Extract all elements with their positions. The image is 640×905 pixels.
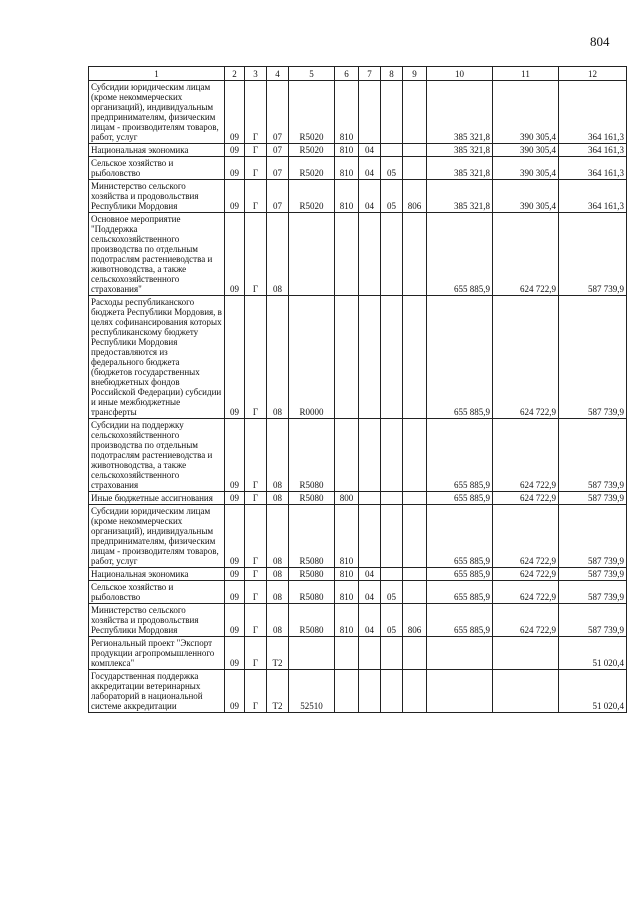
- header-cell: 4: [267, 67, 289, 81]
- cell-col-2: 09: [225, 604, 245, 637]
- row-name: Национальная экономика: [89, 568, 225, 581]
- cell-col-2: 09: [225, 81, 245, 144]
- cell-col-10: 385 321,8: [427, 81, 493, 144]
- cell-col-6: 810: [335, 81, 359, 144]
- cell-col-8: [381, 505, 403, 568]
- table-row: [89, 505, 627, 568]
- cell-col-10: 655 885,9: [427, 505, 493, 568]
- table-row: [89, 568, 627, 581]
- row-name: Государственная поддержка аккредитации ветеринарных лабораторий в национальной системе аккредитации: [89, 670, 225, 713]
- cell-col-6: 810: [335, 180, 359, 213]
- cell-col-9: [403, 505, 427, 568]
- cell-col-8: [381, 568, 403, 581]
- cell-col-7: 04: [359, 604, 381, 637]
- cell-col-10: 385 321,8: [427, 144, 493, 157]
- cell-col-10: 655 885,9: [427, 213, 493, 296]
- header-cell: 7: [359, 67, 381, 81]
- cell-col-10: 385 321,8: [427, 180, 493, 213]
- cell-col-3: Г: [245, 670, 267, 713]
- cell-col-4: T2: [267, 637, 289, 670]
- row-name: Расходы республиканского бюджета Республики Мордовия, в целях софинансирования которых республиканскому бюджету Республики Мордовия предоставляются из федерального бюджета (бюджетов государственных внебюджетных фондов Российской Федерации) субсидии и иные межбюджетные трансферты: [89, 296, 225, 419]
- cell-col-5: R5080: [289, 492, 335, 505]
- cell-col-6: 810: [335, 144, 359, 157]
- cell-col-8: [381, 419, 403, 492]
- cell-col-7: 04: [359, 144, 381, 157]
- cell-col-7: 04: [359, 180, 381, 213]
- header-cell: 11: [493, 67, 559, 81]
- cell-col-11: 624 722,9: [493, 581, 559, 604]
- cell-col-6: 810: [335, 581, 359, 604]
- budget-table: [88, 66, 627, 713]
- cell-col-12: 364 161,3: [559, 81, 627, 144]
- cell-col-9: [403, 144, 427, 157]
- cell-col-6: 810: [335, 568, 359, 581]
- cell-col-6: [335, 419, 359, 492]
- cell-col-7: 04: [359, 581, 381, 604]
- row-name: Министерство сельского хозяйства и продовольствия Республики Мордовия: [89, 180, 225, 213]
- cell-col-7: 04: [359, 568, 381, 581]
- cell-col-7: [359, 419, 381, 492]
- cell-col-11: 624 722,9: [493, 296, 559, 419]
- row-name: Иные бюджетные ассигнования: [89, 492, 225, 505]
- cell-col-9: [403, 670, 427, 713]
- cell-col-11: 624 722,9: [493, 505, 559, 568]
- cell-col-12: 587 739,9: [559, 505, 627, 568]
- cell-col-9: [403, 492, 427, 505]
- cell-col-10: 655 885,9: [427, 568, 493, 581]
- cell-col-8: 05: [381, 604, 403, 637]
- cell-col-4: 08: [267, 604, 289, 637]
- cell-col-11: 624 722,9: [493, 419, 559, 492]
- cell-col-6: [335, 670, 359, 713]
- cell-col-9: [403, 81, 427, 144]
- cell-col-7: [359, 81, 381, 144]
- cell-col-9: [403, 568, 427, 581]
- cell-col-9: [403, 637, 427, 670]
- cell-col-10: 655 885,9: [427, 492, 493, 505]
- cell-col-4: 08: [267, 492, 289, 505]
- table-row: [89, 670, 627, 713]
- cell-col-2: 09: [225, 492, 245, 505]
- row-name: Сельское хозяйство и рыболовство: [89, 581, 225, 604]
- cell-col-9: 806: [403, 604, 427, 637]
- cell-col-2: 09: [225, 568, 245, 581]
- cell-col-6: [335, 637, 359, 670]
- cell-col-7: [359, 505, 381, 568]
- cell-col-12: 364 161,3: [559, 157, 627, 180]
- cell-col-11: 390 305,4: [493, 144, 559, 157]
- cell-col-5: R5020: [289, 144, 335, 157]
- cell-col-5: R5020: [289, 180, 335, 213]
- page-number: 804: [590, 34, 610, 49]
- table-row: [89, 144, 627, 157]
- cell-col-5: R0000: [289, 296, 335, 419]
- cell-col-8: 05: [381, 180, 403, 213]
- cell-col-10: 655 885,9: [427, 296, 493, 419]
- cell-col-2: 09: [225, 637, 245, 670]
- cell-col-2: 09: [225, 419, 245, 492]
- cell-col-9: [403, 213, 427, 296]
- cell-col-5: R5080: [289, 568, 335, 581]
- header-cell: 5: [289, 67, 335, 81]
- cell-col-8: [381, 81, 403, 144]
- header-row: [89, 67, 627, 81]
- cell-col-3: Г: [245, 157, 267, 180]
- cell-col-8: [381, 637, 403, 670]
- cell-col-8: 05: [381, 581, 403, 604]
- cell-col-4: 08: [267, 213, 289, 296]
- cell-col-12: 587 739,9: [559, 581, 627, 604]
- header-cell: 1: [89, 67, 225, 81]
- cell-col-5: R5080: [289, 419, 335, 492]
- cell-col-2: 09: [225, 670, 245, 713]
- cell-col-11: 624 722,9: [493, 568, 559, 581]
- table-row: [89, 213, 627, 296]
- cell-col-12: 587 739,9: [559, 213, 627, 296]
- table-row: [89, 637, 627, 670]
- cell-col-7: [359, 492, 381, 505]
- cell-col-2: 09: [225, 296, 245, 419]
- cell-col-3: Г: [245, 581, 267, 604]
- cell-col-4: T2: [267, 670, 289, 713]
- cell-col-12: 587 739,9: [559, 492, 627, 505]
- header-cell: 2: [225, 67, 245, 81]
- cell-col-12: 364 161,3: [559, 144, 627, 157]
- header-cell: 8: [381, 67, 403, 81]
- cell-col-4: 07: [267, 180, 289, 213]
- cell-col-5: [289, 637, 335, 670]
- table-row: [89, 604, 627, 637]
- cell-col-3: Г: [245, 81, 267, 144]
- cell-col-12: 51 020,4: [559, 670, 627, 713]
- cell-col-8: [381, 144, 403, 157]
- row-name: Субсидии юридическим лицам (кроме некоммерческих организаций), индивидуальным предпринимателям, физическим лицам - производителям товаров, работ, услуг: [89, 81, 225, 144]
- cell-col-12: 364 161,3: [559, 180, 627, 213]
- cell-col-11: 390 305,4: [493, 81, 559, 144]
- cell-col-11: 624 722,9: [493, 213, 559, 296]
- cell-col-3: Г: [245, 180, 267, 213]
- cell-col-12: 587 739,9: [559, 568, 627, 581]
- cell-col-8: [381, 670, 403, 713]
- table-row: [89, 180, 627, 213]
- row-name: Субсидии юридическим лицам (кроме некоммерческих организаций), индивидуальным предпринимателям, физическим лицам - производителям товаров, работ, услуг: [89, 505, 225, 568]
- cell-col-5: R5080: [289, 604, 335, 637]
- cell-col-12: 51 020,4: [559, 637, 627, 670]
- cell-col-2: 09: [225, 505, 245, 568]
- cell-col-2: 09: [225, 213, 245, 296]
- cell-col-2: 09: [225, 180, 245, 213]
- table-row: [89, 81, 627, 144]
- cell-col-4: 07: [267, 144, 289, 157]
- cell-col-9: [403, 581, 427, 604]
- cell-col-3: Г: [245, 296, 267, 419]
- cell-col-3: Г: [245, 637, 267, 670]
- header-cell: 10: [427, 67, 493, 81]
- row-name: Национальная экономика: [89, 144, 225, 157]
- cell-col-3: Г: [245, 144, 267, 157]
- header-cell: 12: [559, 67, 627, 81]
- table-row: [89, 581, 627, 604]
- cell-col-7: [359, 213, 381, 296]
- cell-col-11: 624 722,9: [493, 604, 559, 637]
- cell-col-7: [359, 670, 381, 713]
- cell-col-10: 655 885,9: [427, 604, 493, 637]
- cell-col-10: [427, 670, 493, 713]
- cell-col-6: 810: [335, 505, 359, 568]
- cell-col-11: [493, 637, 559, 670]
- cell-col-8: [381, 296, 403, 419]
- row-name: Министерство сельского хозяйства и продовольствия Республики Мордовия: [89, 604, 225, 637]
- row-name: Сельское хозяйство и рыболовство: [89, 157, 225, 180]
- cell-col-5: [289, 213, 335, 296]
- table-row: [89, 157, 627, 180]
- cell-col-10: 655 885,9: [427, 419, 493, 492]
- cell-col-3: Г: [245, 492, 267, 505]
- cell-col-5: R5080: [289, 505, 335, 568]
- cell-col-3: Г: [245, 505, 267, 568]
- cell-col-12: 587 739,9: [559, 419, 627, 492]
- cell-col-6: 810: [335, 157, 359, 180]
- cell-col-11: 624 722,9: [493, 492, 559, 505]
- cell-col-6: [335, 296, 359, 419]
- cell-col-12: 587 739,9: [559, 604, 627, 637]
- row-name: Основное мероприятие "Поддержка сельскохозяйственного производства по отдельным подотраслям растениеводства и животноводства, а также сельскохозяйственного страхования": [89, 213, 225, 296]
- cell-col-5: R5020: [289, 81, 335, 144]
- cell-col-6: [335, 213, 359, 296]
- table-row: [89, 419, 627, 492]
- cell-col-4: 08: [267, 419, 289, 492]
- cell-col-2: 09: [225, 581, 245, 604]
- cell-col-7: [359, 637, 381, 670]
- cell-col-4: 08: [267, 296, 289, 419]
- table-row: [89, 492, 627, 505]
- header-cell: 6: [335, 67, 359, 81]
- cell-col-4: 08: [267, 568, 289, 581]
- cell-col-10: 655 885,9: [427, 581, 493, 604]
- cell-col-4: 07: [267, 157, 289, 180]
- cell-col-3: Г: [245, 419, 267, 492]
- cell-col-5: R5020: [289, 157, 335, 180]
- cell-col-10: 385 321,8: [427, 157, 493, 180]
- cell-col-9: [403, 296, 427, 419]
- cell-col-12: 587 739,9: [559, 296, 627, 419]
- table-row: [89, 296, 627, 419]
- cell-col-11: [493, 670, 559, 713]
- cell-col-9: 806: [403, 180, 427, 213]
- cell-col-4: 08: [267, 505, 289, 568]
- cell-col-10: [427, 637, 493, 670]
- cell-col-5: R5080: [289, 581, 335, 604]
- cell-col-7: [359, 296, 381, 419]
- cell-col-6: 810: [335, 604, 359, 637]
- cell-col-11: 390 305,4: [493, 157, 559, 180]
- cell-col-4: 07: [267, 81, 289, 144]
- header-cell: 3: [245, 67, 267, 81]
- cell-col-8: [381, 213, 403, 296]
- cell-col-9: [403, 419, 427, 492]
- cell-col-3: Г: [245, 213, 267, 296]
- cell-col-3: Г: [245, 568, 267, 581]
- cell-col-11: 390 305,4: [493, 180, 559, 213]
- cell-col-9: [403, 157, 427, 180]
- cell-col-2: 09: [225, 157, 245, 180]
- cell-col-7: 04: [359, 157, 381, 180]
- cell-col-8: [381, 492, 403, 505]
- header-cell: 9: [403, 67, 427, 81]
- cell-col-8: 05: [381, 157, 403, 180]
- cell-col-4: 08: [267, 581, 289, 604]
- cell-col-6: 800: [335, 492, 359, 505]
- cell-col-5: 52510: [289, 670, 335, 713]
- cell-col-2: 09: [225, 144, 245, 157]
- row-name: Субсидии на поддержку сельскохозяйственного производства по отдельным подотраслям растениеводства и животноводства, а также сельскохозяйственного страхования: [89, 419, 225, 492]
- cell-col-3: Г: [245, 604, 267, 637]
- row-name: Региональный проект "Экспорт продукции агропромышленного комплекса": [89, 637, 225, 670]
